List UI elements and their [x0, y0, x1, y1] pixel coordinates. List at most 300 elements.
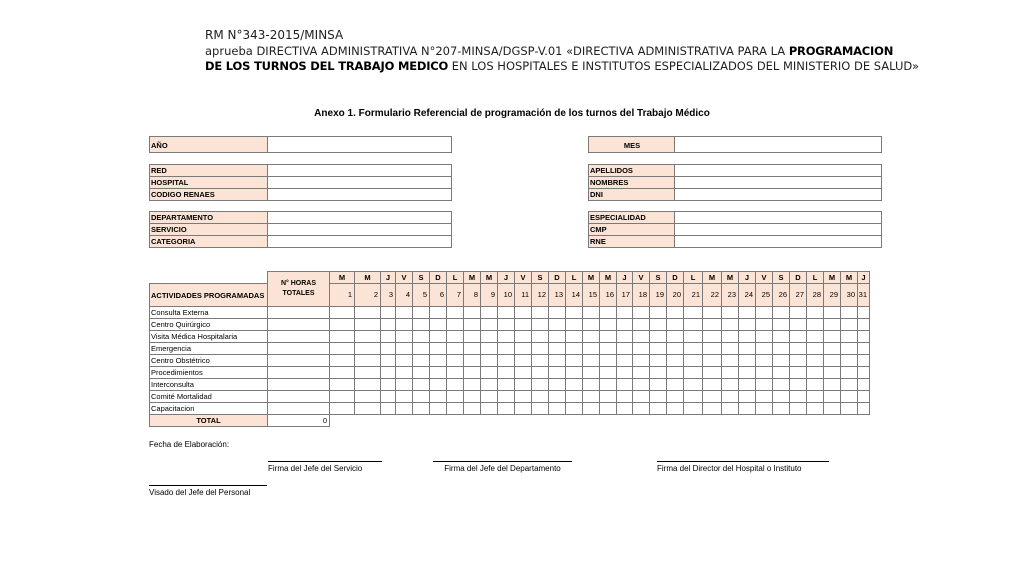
shift-cell[interactable]: [807, 367, 824, 379]
shift-cell[interactable]: [617, 355, 633, 367]
shift-cell[interactable]: [330, 379, 355, 391]
shift-cell[interactable]: [481, 355, 498, 367]
hours-cell[interactable]: [268, 379, 330, 391]
hospital-input[interactable]: [268, 177, 451, 188]
shift-cell[interactable]: [447, 367, 464, 379]
shift-cell[interactable]: [330, 403, 355, 415]
shift-cell[interactable]: [566, 331, 583, 343]
shift-cell[interactable]: [464, 367, 481, 379]
shift-cell[interactable]: [413, 307, 430, 319]
shift-cell[interactable]: [396, 331, 413, 343]
shift-cell[interactable]: [515, 319, 532, 331]
shift-cell[interactable]: [498, 355, 515, 367]
shift-cell[interactable]: [549, 331, 566, 343]
shift-cell[interactable]: [773, 355, 790, 367]
shift-cell[interactable]: [566, 379, 583, 391]
shift-cell[interactable]: [447, 331, 464, 343]
shift-cell[interactable]: [600, 403, 617, 415]
shift-cell[interactable]: [790, 379, 807, 391]
shift-cell[interactable]: [617, 343, 633, 355]
dni-input[interactable]: [675, 189, 881, 200]
shift-cell[interactable]: [447, 379, 464, 391]
shift-cell[interactable]: [447, 319, 464, 331]
shift-cell[interactable]: [447, 391, 464, 403]
shift-cell[interactable]: [413, 331, 430, 343]
shift-cell[interactable]: [498, 343, 515, 355]
shift-cell[interactable]: [633, 331, 650, 343]
shift-cell[interactable]: [498, 391, 515, 403]
shift-cell[interactable]: [413, 391, 430, 403]
shift-cell[interactable]: [807, 391, 824, 403]
shift-cell[interactable]: [515, 355, 532, 367]
shift-cell[interactable]: [413, 367, 430, 379]
shift-cell[interactable]: [413, 403, 430, 415]
shift-cell[interactable]: [355, 367, 381, 379]
shift-cell[interactable]: [858, 367, 870, 379]
shift-cell[interactable]: [583, 319, 600, 331]
shift-cell[interactable]: [756, 307, 773, 319]
shift-cell[interactable]: [703, 367, 722, 379]
shift-cell[interactable]: [430, 367, 447, 379]
shift-cell[interactable]: [617, 379, 633, 391]
shift-cell[interactable]: [667, 343, 684, 355]
shift-cell[interactable]: [515, 403, 532, 415]
shift-cell[interactable]: [773, 307, 790, 319]
shift-cell[interactable]: [549, 379, 566, 391]
shift-cell[interactable]: [549, 307, 566, 319]
shift-cell[interactable]: [430, 307, 447, 319]
shift-cell[interactable]: [566, 391, 583, 403]
shift-cell[interactable]: [464, 391, 481, 403]
shift-cell[interactable]: [549, 367, 566, 379]
shift-cell[interactable]: [464, 343, 481, 355]
shift-cell[interactable]: [824, 343, 841, 355]
shift-cell[interactable]: [756, 331, 773, 343]
shift-cell[interactable]: [566, 403, 583, 415]
shift-cell[interactable]: [583, 379, 600, 391]
shift-cell[interactable]: [481, 319, 498, 331]
shift-cell[interactable]: [413, 343, 430, 355]
shift-cell[interactable]: [722, 355, 739, 367]
shift-cell[interactable]: [633, 391, 650, 403]
shift-cell[interactable]: [684, 355, 703, 367]
shift-cell[interactable]: [858, 379, 870, 391]
shift-cell[interactable]: [498, 379, 515, 391]
shift-cell[interactable]: [515, 331, 532, 343]
shift-cell[interactable]: [722, 391, 739, 403]
shift-cell[interactable]: [790, 367, 807, 379]
shift-cell[interactable]: [381, 403, 396, 415]
shift-cell[interactable]: [722, 403, 739, 415]
apellidos-input[interactable]: [675, 165, 881, 176]
shift-cell[interactable]: [583, 367, 600, 379]
shift-cell[interactable]: [617, 403, 633, 415]
shift-cell[interactable]: [650, 355, 667, 367]
shift-cell[interactable]: [447, 355, 464, 367]
shift-cell[interactable]: [532, 319, 549, 331]
shift-cell[interactable]: [756, 367, 773, 379]
shift-cell[interactable]: [773, 391, 790, 403]
shift-cell[interactable]: [566, 343, 583, 355]
shift-cell[interactable]: [756, 319, 773, 331]
shift-cell[interactable]: [841, 343, 858, 355]
shift-cell[interactable]: [430, 403, 447, 415]
shift-cell[interactable]: [667, 403, 684, 415]
shift-cell[interactable]: [464, 307, 481, 319]
red-input[interactable]: [268, 165, 451, 176]
shift-cell[interactable]: [756, 403, 773, 415]
shift-cell[interactable]: [532, 343, 549, 355]
shift-cell[interactable]: [549, 391, 566, 403]
shift-cell[interactable]: [703, 319, 722, 331]
shift-cell[interactable]: [807, 355, 824, 367]
shift-cell[interactable]: [532, 379, 549, 391]
shift-cell[interactable]: [430, 343, 447, 355]
shift-cell[interactable]: [633, 355, 650, 367]
shift-cell[interactable]: [396, 379, 413, 391]
shift-cell[interactable]: [667, 367, 684, 379]
shift-cell[interactable]: [722, 367, 739, 379]
shift-cell[interactable]: [722, 319, 739, 331]
shift-cell[interactable]: [617, 331, 633, 343]
shift-cell[interactable]: [617, 319, 633, 331]
hours-cell[interactable]: [268, 331, 330, 343]
shift-cell[interactable]: [739, 319, 756, 331]
shift-cell[interactable]: [566, 319, 583, 331]
shift-cell[interactable]: [722, 307, 739, 319]
shift-cell[interactable]: [330, 331, 355, 343]
shift-cell[interactable]: [481, 391, 498, 403]
shift-cell[interactable]: [396, 343, 413, 355]
shift-cell[interactable]: [739, 331, 756, 343]
shift-cell[interactable]: [841, 319, 858, 331]
rne-input[interactable]: [675, 236, 881, 247]
shift-cell[interactable]: [549, 355, 566, 367]
shift-cell[interactable]: [667, 379, 684, 391]
shift-cell[interactable]: [447, 403, 464, 415]
shift-cell[interactable]: [667, 331, 684, 343]
shift-cell[interactable]: [464, 319, 481, 331]
shift-cell[interactable]: [703, 331, 722, 343]
shift-cell[interactable]: [667, 391, 684, 403]
shift-cell[interactable]: [790, 319, 807, 331]
shift-cell[interactable]: [381, 319, 396, 331]
shift-cell[interactable]: [841, 391, 858, 403]
shift-cell[interactable]: [650, 367, 667, 379]
shift-cell[interactable]: [824, 367, 841, 379]
shift-cell[interactable]: [703, 355, 722, 367]
shift-cell[interactable]: [824, 331, 841, 343]
shift-cell[interactable]: [583, 355, 600, 367]
shift-cell[interactable]: [430, 331, 447, 343]
shift-cell[interactable]: [790, 343, 807, 355]
shift-cell[interactable]: [532, 331, 549, 343]
shift-cell[interactable]: [807, 307, 824, 319]
shift-cell[interactable]: [566, 307, 583, 319]
shift-cell[interactable]: [684, 307, 703, 319]
shift-cell[interactable]: [355, 355, 381, 367]
shift-cell[interactable]: [824, 319, 841, 331]
cmp-input[interactable]: [675, 224, 881, 235]
shift-cell[interactable]: [617, 307, 633, 319]
shift-cell[interactable]: [600, 367, 617, 379]
shift-cell[interactable]: [498, 403, 515, 415]
shift-cell[interactable]: [396, 367, 413, 379]
shift-cell[interactable]: [515, 379, 532, 391]
shift-cell[interactable]: [824, 391, 841, 403]
shift-cell[interactable]: [841, 367, 858, 379]
shift-cell[interactable]: [684, 343, 703, 355]
shift-cell[interactable]: [355, 331, 381, 343]
shift-cell[interactable]: [703, 307, 722, 319]
shift-cell[interactable]: [633, 343, 650, 355]
shift-cell[interactable]: [498, 319, 515, 331]
shift-cell[interactable]: [413, 379, 430, 391]
shift-cell[interactable]: [650, 391, 667, 403]
shift-cell[interactable]: [532, 307, 549, 319]
shift-cell[interactable]: [330, 355, 355, 367]
shift-cell[interactable]: [549, 319, 566, 331]
shift-cell[interactable]: [633, 379, 650, 391]
shift-cell[interactable]: [381, 307, 396, 319]
shift-cell[interactable]: [447, 343, 464, 355]
shift-cell[interactable]: [684, 379, 703, 391]
shift-cell[interactable]: [824, 355, 841, 367]
shift-cell[interactable]: [464, 355, 481, 367]
shift-cell[interactable]: [355, 403, 381, 415]
shift-cell[interactable]: [330, 367, 355, 379]
shift-cell[interactable]: [841, 307, 858, 319]
shift-cell[interactable]: [617, 391, 633, 403]
shift-cell[interactable]: [790, 307, 807, 319]
shift-cell[interactable]: [739, 355, 756, 367]
shift-cell[interactable]: [790, 391, 807, 403]
shift-cell[interactable]: [396, 403, 413, 415]
shift-cell[interactable]: [515, 391, 532, 403]
shift-cell[interactable]: [532, 355, 549, 367]
shift-cell[interactable]: [858, 391, 870, 403]
servicio-input[interactable]: [268, 224, 451, 235]
shift-cell[interactable]: [464, 379, 481, 391]
shift-cell[interactable]: [355, 343, 381, 355]
categoria-input[interactable]: [268, 236, 451, 247]
shift-cell[interactable]: [498, 331, 515, 343]
shift-cell[interactable]: [807, 379, 824, 391]
shift-cell[interactable]: [858, 319, 870, 331]
shift-cell[interactable]: [583, 307, 600, 319]
hours-cell[interactable]: [268, 343, 330, 355]
shift-cell[interactable]: [790, 331, 807, 343]
shift-cell[interactable]: [807, 343, 824, 355]
hours-cell[interactable]: [268, 355, 330, 367]
shift-cell[interactable]: [739, 307, 756, 319]
shift-cell[interactable]: [481, 403, 498, 415]
shift-cell[interactable]: [824, 403, 841, 415]
shift-cell[interactable]: [413, 319, 430, 331]
shift-cell[interactable]: [381, 343, 396, 355]
shift-cell[interactable]: [858, 403, 870, 415]
shift-cell[interactable]: [841, 379, 858, 391]
shift-cell[interactable]: [841, 403, 858, 415]
shift-cell[interactable]: [583, 343, 600, 355]
shift-cell[interactable]: [667, 319, 684, 331]
nombres-input[interactable]: [675, 177, 881, 188]
shift-cell[interactable]: [515, 343, 532, 355]
shift-cell[interactable]: [684, 367, 703, 379]
shift-cell[interactable]: [773, 319, 790, 331]
shift-cell[interactable]: [464, 331, 481, 343]
shift-cell[interactable]: [756, 343, 773, 355]
shift-cell[interactable]: [650, 331, 667, 343]
shift-cell[interactable]: [600, 391, 617, 403]
shift-cell[interactable]: [790, 403, 807, 415]
shift-cell[interactable]: [549, 403, 566, 415]
shift-cell[interactable]: [858, 343, 870, 355]
shift-cell[interactable]: [330, 391, 355, 403]
shift-cell[interactable]: [600, 307, 617, 319]
departamento-input[interactable]: [268, 212, 451, 223]
shift-cell[interactable]: [756, 379, 773, 391]
shift-cell[interactable]: [481, 343, 498, 355]
shift-cell[interactable]: [430, 379, 447, 391]
shift-cell[interactable]: [566, 367, 583, 379]
shift-cell[interactable]: [650, 307, 667, 319]
shift-cell[interactable]: [381, 391, 396, 403]
shift-cell[interactable]: [600, 355, 617, 367]
shift-cell[interactable]: [790, 355, 807, 367]
shift-cell[interactable]: [756, 355, 773, 367]
shift-cell[interactable]: [515, 307, 532, 319]
shift-cell[interactable]: [583, 331, 600, 343]
shift-cell[interactable]: [498, 307, 515, 319]
shift-cell[interactable]: [430, 391, 447, 403]
shift-cell[interactable]: [515, 367, 532, 379]
shift-cell[interactable]: [396, 355, 413, 367]
shift-cell[interactable]: [430, 319, 447, 331]
shift-cell[interactable]: [355, 307, 381, 319]
shift-cell[interactable]: [739, 403, 756, 415]
shift-cell[interactable]: [703, 379, 722, 391]
hours-cell[interactable]: [268, 403, 330, 415]
shift-cell[interactable]: [355, 319, 381, 331]
hours-cell[interactable]: [268, 307, 330, 319]
shift-cell[interactable]: [430, 355, 447, 367]
shift-cell[interactable]: [650, 379, 667, 391]
shift-cell[interactable]: [684, 331, 703, 343]
shift-cell[interactable]: [381, 379, 396, 391]
shift-cell[interactable]: [396, 307, 413, 319]
shift-cell[interactable]: [381, 355, 396, 367]
shift-cell[interactable]: [583, 403, 600, 415]
shift-cell[interactable]: [858, 307, 870, 319]
shift-cell[interactable]: [633, 319, 650, 331]
shift-cell[interactable]: [773, 403, 790, 415]
shift-cell[interactable]: [773, 331, 790, 343]
shift-cell[interactable]: [667, 355, 684, 367]
shift-cell[interactable]: [773, 379, 790, 391]
shift-cell[interactable]: [600, 319, 617, 331]
shift-cell[interactable]: [703, 403, 722, 415]
shift-cell[interactable]: [841, 355, 858, 367]
shift-cell[interactable]: [722, 331, 739, 343]
shift-cell[interactable]: [566, 355, 583, 367]
shift-cell[interactable]: [722, 343, 739, 355]
shift-cell[interactable]: [703, 343, 722, 355]
shift-cell[interactable]: [807, 403, 824, 415]
shift-cell[interactable]: [858, 355, 870, 367]
shift-cell[interactable]: [381, 331, 396, 343]
shift-cell[interactable]: [633, 403, 650, 415]
shift-cell[interactable]: [396, 319, 413, 331]
shift-cell[interactable]: [396, 391, 413, 403]
shift-cell[interactable]: [447, 307, 464, 319]
shift-cell[interactable]: [464, 403, 481, 415]
shift-cell[interactable]: [600, 331, 617, 343]
shift-cell[interactable]: [633, 307, 650, 319]
shift-cell[interactable]: [684, 319, 703, 331]
especialidad-input[interactable]: [675, 212, 881, 223]
shift-cell[interactable]: [824, 307, 841, 319]
shift-cell[interactable]: [684, 403, 703, 415]
shift-cell[interactable]: [739, 391, 756, 403]
shift-cell[interactable]: [481, 367, 498, 379]
shift-cell[interactable]: [355, 379, 381, 391]
shift-cell[interactable]: [684, 391, 703, 403]
shift-cell[interactable]: [481, 379, 498, 391]
shift-cell[interactable]: [841, 331, 858, 343]
shift-cell[interactable]: [583, 391, 600, 403]
shift-cell[interactable]: [739, 367, 756, 379]
shift-cell[interactable]: [381, 367, 396, 379]
shift-cell[interactable]: [481, 331, 498, 343]
shift-cell[interactable]: [858, 331, 870, 343]
shift-cell[interactable]: [330, 307, 355, 319]
shift-cell[interactable]: [773, 343, 790, 355]
shift-cell[interactable]: [739, 343, 756, 355]
shift-cell[interactable]: [549, 343, 566, 355]
hours-cell[interactable]: [268, 391, 330, 403]
shift-cell[interactable]: [773, 367, 790, 379]
shift-cell[interactable]: [532, 367, 549, 379]
shift-cell[interactable]: [703, 391, 722, 403]
shift-cell[interactable]: [807, 319, 824, 331]
shift-cell[interactable]: [756, 391, 773, 403]
shift-cell[interactable]: [413, 355, 430, 367]
shift-cell[interactable]: [650, 319, 667, 331]
month-input[interactable]: [675, 137, 881, 152]
shift-cell[interactable]: [739, 379, 756, 391]
renaes-input[interactable]: [268, 189, 451, 200]
hours-cell[interactable]: [268, 367, 330, 379]
shift-cell[interactable]: [532, 403, 549, 415]
shift-cell[interactable]: [617, 367, 633, 379]
shift-cell[interactable]: [355, 391, 381, 403]
shift-cell[interactable]: [532, 391, 549, 403]
shift-cell[interactable]: [600, 379, 617, 391]
shift-cell[interactable]: [633, 367, 650, 379]
shift-cell[interactable]: [330, 319, 355, 331]
shift-cell[interactable]: [481, 307, 498, 319]
year-input[interactable]: [268, 137, 451, 152]
shift-cell[interactable]: [650, 403, 667, 415]
shift-cell[interactable]: [498, 367, 515, 379]
shift-cell[interactable]: [600, 343, 617, 355]
shift-cell[interactable]: [722, 379, 739, 391]
shift-cell[interactable]: [650, 343, 667, 355]
shift-cell[interactable]: [330, 343, 355, 355]
shift-cell[interactable]: [807, 331, 824, 343]
hours-cell[interactable]: [268, 319, 330, 331]
